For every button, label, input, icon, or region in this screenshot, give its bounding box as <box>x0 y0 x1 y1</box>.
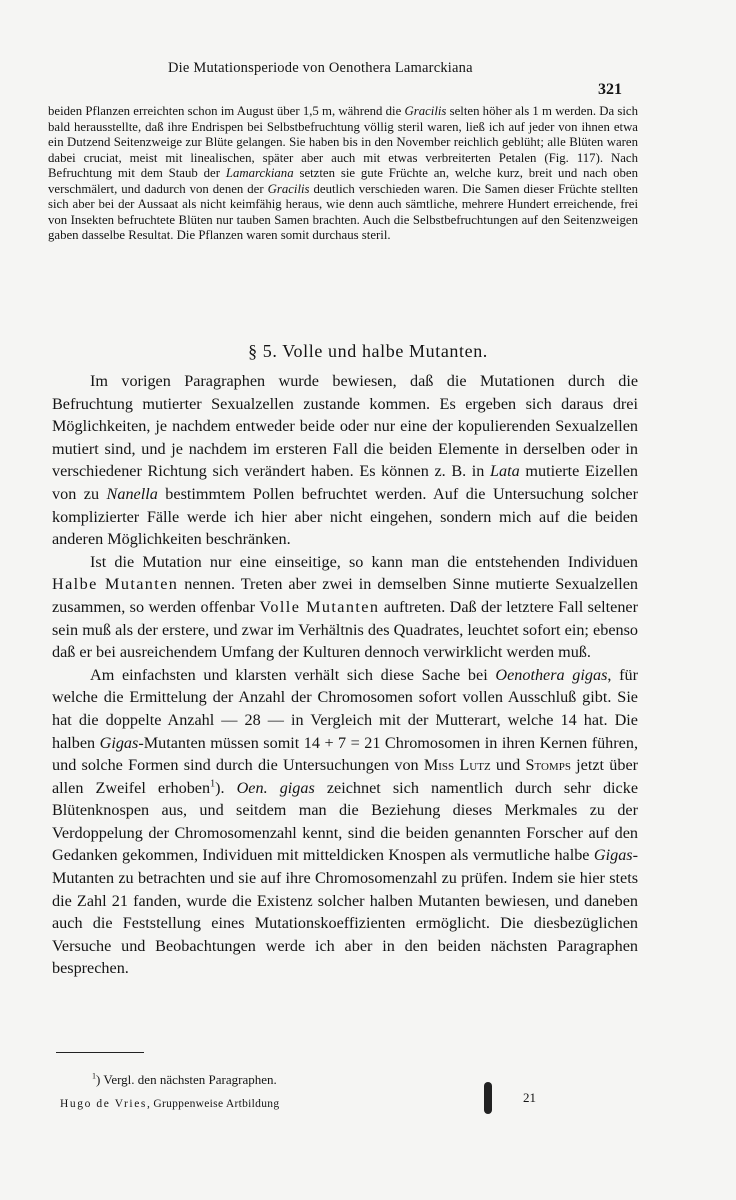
sheet-number: 21 <box>523 1090 536 1105</box>
term-full-mutants: Volle Mutanten <box>259 597 380 616</box>
footnote: $^1$) Vergl. den nächsten Paragraphen. <box>92 1071 277 1087</box>
signature-line: Hugo de Vries, Gruppenweise Artbildung <box>60 1098 280 1110</box>
page-number: 321 <box>598 81 622 98</box>
body-text <box>52 370 638 980</box>
ink-blot-mark <box>484 1082 492 1114</box>
author-miss-lutz: Miss Lutz <box>423 756 491 775</box>
paragraph-half-and-full-mutants: Ist die Mutation nur eine einseitige, so kann man die entstehenden Individuen Halbe Mutanten nennen. Treten aber zwei in demselben Sinne mutierte Sexualzellen zusammen, so werden offenbar Volle Mutanten auftreten. Daß der letztere Fall seltener sein muß als der erstere, und zwar im Verhältnis des Quadrates, leuchtet sofort ein; ebenso daß er bei ausreichendem Umfang der Kulturen dennoch verwirklicht werden muß. <box>52 552 639 662</box>
paragraph-oenothera-gigas: Am einfachsten und klarsten verhält sich diese Sache bei Oenothera gigas, für welche die Ermittelung der Anzahl der Chromosomen sofort vollen Ausschluß gibt. Sie hat die doppelte Anzahl — 28 — in Vergleich mit der Mutterart, welche 14 hat. Die halben Gigas-Mutanten müssen somit 14 + 7 = 21 Chromosomen in ihren Kernen führen, und solche Formen sind durch die Untersuchungen von Miss Lutz und Stomps jetzt über allen Zweifel erhoben$^1$). Oen. gigas zeichnet sich namentlich durch sehr dicke Blütenknospen aus, und seitdem man die Beziehung dieses Merkmales zu der Verdoppelung der Chromosomenzahl kennt, sind die beiden genannten Forscher auf den Gedanken gekommen, Individuen mit mitteldicken Knospen als vermutliche halbe Gigas-Mutanten zu betrachten und sie auf ihre Chromosomenzahl zu prüfen. Indem sie hier stets die Zahl 21 fanden, wurde die Existenz solcher halben Mutanten bewiesen, und daneben auch die Feststellung eines Mutationskoeffizienten ermöglicht. Die diesbezüglichen Versuche und Beobachtungen werde ich aber in den beiden nächsten Paragraphen besprechen. <box>52 665 639 978</box>
author-stomps: Stomps <box>525 756 571 775</box>
footnote-divider <box>56 1052 144 1053</box>
signature-author: Hugo de Vries <box>60 1098 147 1110</box>
running-head: Die Mutationsperiode von Oenothera Lamarckiana <box>168 60 473 76</box>
paragraph-mutation-possibilities: Im vorigen Paragraphen wurde bewiesen, daß die Mutationen durch die Befruchtung mutierter Sexualzellen zustande kommen. Es ergeben sich daraus drei Möglichkeiten, je nachdem entweder beide oder nur eine der kopulierenden Sexualzellen mutiert sind, und je nachdem im ersteren Fall die beiden Elemente in derselben oder in verschiedener Richtung sich verändert haben. Es können z. B. in Lata mutierte Eizellen von zu Nanella bestimmtem Pollen befruchtet werden. Auf die Untersuchung solcher komplizierter Fälle werde ich hier aber nicht eingehen, sondern mich auf die beiden anderen Möglichkeiten beschränken. <box>52 372 639 549</box>
footnote-reference[interactable]: 1 <box>210 778 216 790</box>
footnote-marker: 1 <box>92 1071 97 1081</box>
section-heading: § 5. Volle und halbe Mutanten. <box>248 341 488 361</box>
continued-paragraph: beiden Pflanzen erreichten schon im August über 1,5 m, während die Gracilis selten höher als 1 m werden. Da sich bald herausstellte, daß ihre Endrispen bei Selbstbefruchtung völlig steril waren, ließ ich auf jeder von ihnen etwa ein Dutzend Seitenzweige zur Blüte gelangen. Sie haben bis in den November reichlich geblüht; alle Blüten waren dabei cruciat, meist mit linealischen, später aber auch mit etwas verbreiterten Petalen (Fig. 117). Nach Befruchtung mit dem Staub der Lamarckiana setzten sie gute Früchte an, welche kurz, breit und nach oben verschmälert, und dadurch von denen der Gracilis deutlich verschieden waren. Die Samen dieser Früchte stellten sich aber bei der Aussaat als nicht keimfähig heraus, wie denn auch sämtliche, mehrere Hundert erreichende, frei von Insekten befruchtete Blüten nur tauben Samen brachten. Auch die Selbstbefruchtungen auf den Seitenzweigen gaben dasselbe Resultat. Die Pflanzen waren somit durchaus steril. <box>48 104 638 242</box>
term-half-mutants: Halbe Mutanten <box>52 575 179 594</box>
